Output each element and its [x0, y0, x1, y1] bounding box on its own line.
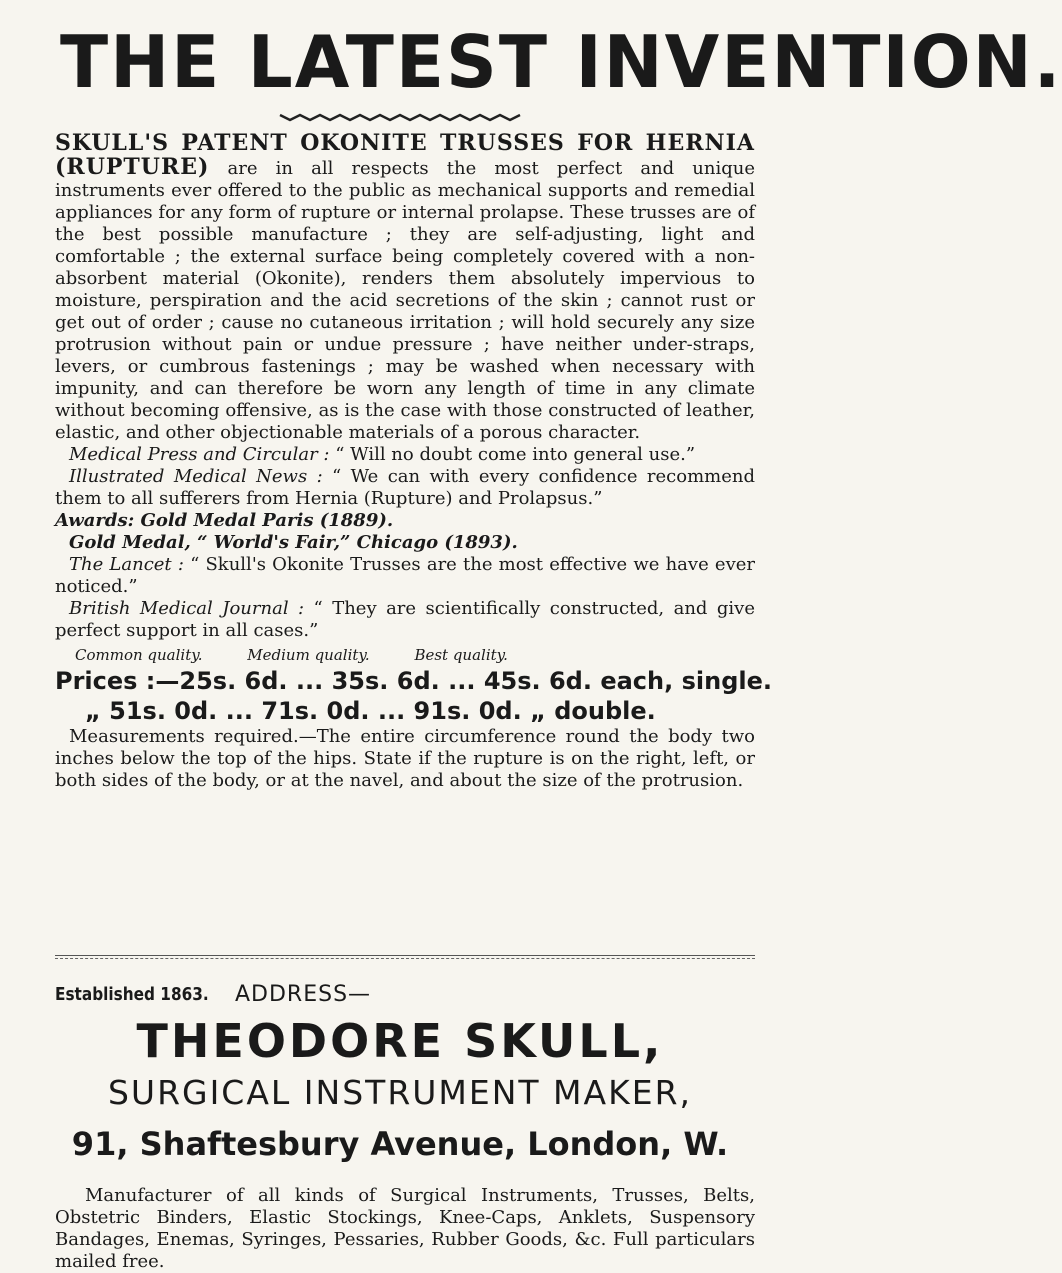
body-text: [55, 130, 772, 792]
divider-rule: [55, 955, 755, 956]
maker-address: 91, Shaftesbury Avenue, London, W.: [71, 1125, 729, 1163]
testimonial-medical-press: Medical Press and Circular : “ Will no doubt come into general use.”: [69, 444, 696, 465]
ornament-divider: [280, 112, 520, 122]
price-row-single: Prices :—25s. 6d. ... 35s. 6d. ... 45s. 6d. each, single.: [55, 667, 772, 695]
divider-rule-dashed: [55, 958, 755, 959]
price-row-double: „ 51s. 0d. ... 71s. 0d. ... 91s. 0d. „ double.: [85, 697, 656, 725]
testimonial-illustrated-news: Illustrated Medical News : “ We can with every confidence recommend them to all sufferers from Hernia (Rupture) and Prolapsus.”: [55, 466, 756, 509]
testimonial-lancet: The Lancet : “ Skull's Okonite Trusses are the most effective we have ever noticed.”: [55, 554, 755, 597]
awards-line-2: Gold Medal, “ World's Fair,” Chicago (1893).: [69, 532, 518, 553]
quality-best: Best quality.: [414, 646, 508, 664]
measurements-paragraph: Measurements required.—The entire circumference round the body two inches below the top of the hips. State if the rupture is on the right, left, or both sides of the body, or at the navel, and about the size of the protrusion.: [55, 726, 755, 791]
headline: THE LATEST INVENTION.: [60, 20, 1062, 104]
quality-headers: [75, 644, 755, 666]
intro-caps: SKULL'S PATENT OKONITE TRUSSES FOR HERNIA (RUPTURE): [55, 130, 755, 180]
maker-trade: SURGICAL INSTRUMENT MAKER,: [107, 1073, 693, 1112]
established-label: Established 1863.: [55, 984, 209, 1005]
address-label: ADDRESS—: [235, 982, 372, 1007]
intro-paragraph: [55, 132, 755, 444]
address-header: [55, 980, 755, 1010]
testimonial-bmj: British Medical Journal : “ They are scientifically constructed, and give perfect support in all cases.”: [55, 598, 756, 641]
intro-text: are in all respects the most perfect and unique instruments ever offered to the public as mechanical supports and remedial appliances for any form of rupture or internal prolapse. These trusses are of the best possible manufacture ; they are self-adjusting, light and comfortable ; the external surface being completely covered with a non-absorbent material (Okonite), renders them absolutely impervious to moisture, perspiration and the acid secretions of the skin ; cannot rust or get out of order ; cause no cutaneous irritation ; will hold securely any size protrusion without pain or undue pressure ; have neither under-straps, levers, or cumbrous fastenings ; may be washed when necessary with impunity, and can therefore be worn any length of time in any climate without becoming offensive, as is the case with those constructed of leather, elastic, and other objectionable materials of a porous character.: [55, 158, 755, 443]
products-paragraph: Manufacturer of all kinds of Surgical Instruments, Trusses, Belts, Obstetric Binders, Elastic Stockings, Knee-Caps, Anklets, Suspensory Bandages, Enemas, Syringes, Pessaries, Rubber Goods, &c. Full particulars mailed free.: [55, 1185, 755, 1272]
quality-common: Common quality.: [75, 646, 203, 664]
quality-medium: Medium quality.: [247, 646, 370, 664]
awards-line-1: Awards: Gold Medal Paris (1889).: [55, 510, 394, 531]
maker-name: THEODORE SKULL,: [136, 1014, 664, 1068]
